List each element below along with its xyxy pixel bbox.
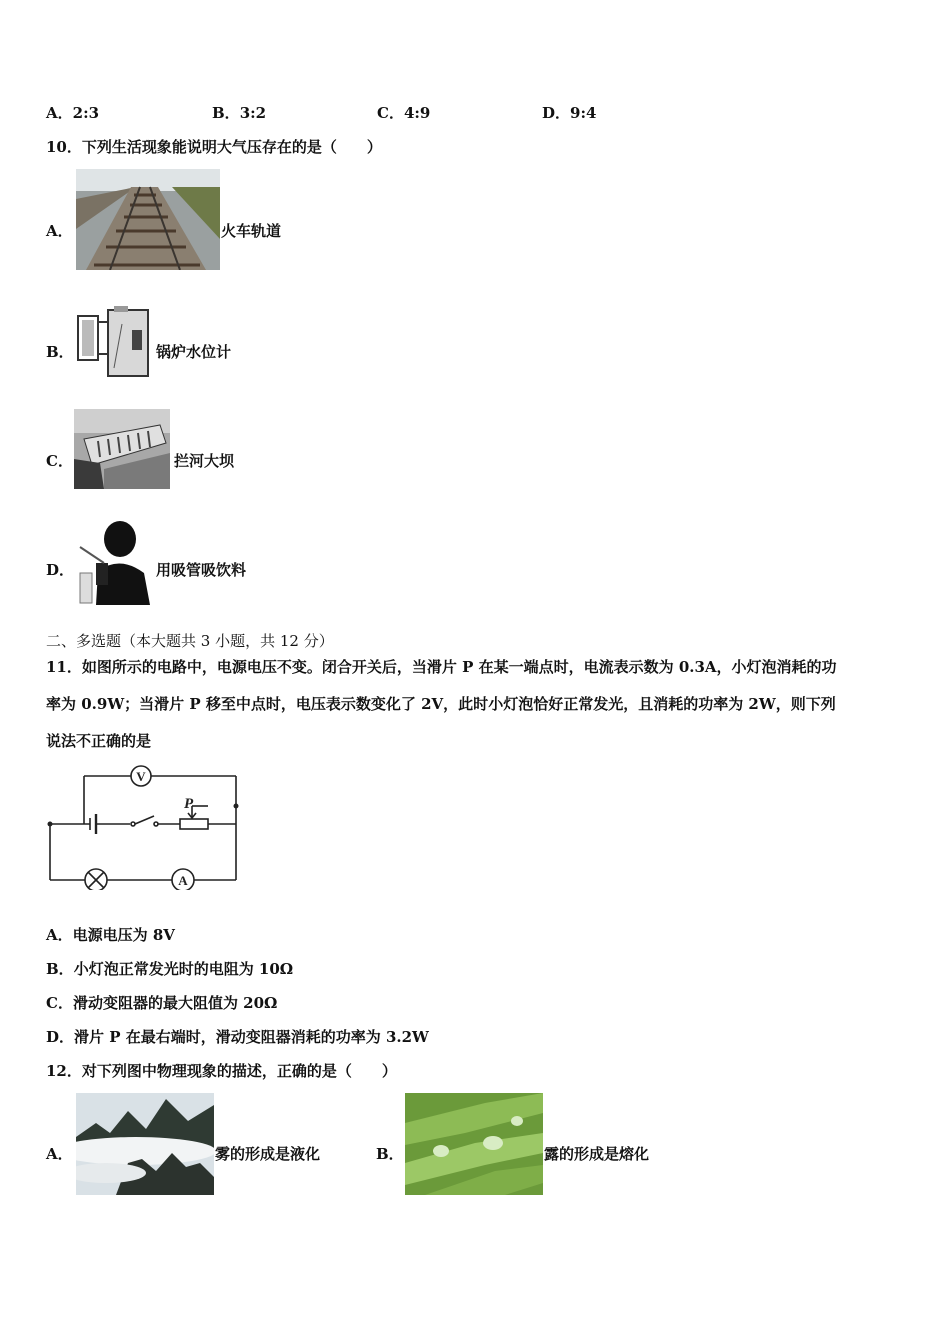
- ammeter-label: A: [178, 873, 188, 888]
- q12-option-b-text: 露的形成是熔化: [544, 1145, 650, 1163]
- q11-stem-line-3: 说法不正确的是: [46, 732, 152, 750]
- q10-option-c-text: 拦河大坝: [174, 452, 235, 470]
- q10-option-b-label: B．: [46, 343, 74, 361]
- circuit-diagram: [44, 762, 244, 890]
- q10-option-d-text: 用吸管吸饮料: [156, 561, 247, 579]
- q12-option-a-text: 雾的形成是液化: [215, 1145, 321, 1163]
- railway-track-image: [76, 169, 220, 270]
- q10-option-a-label: A．: [46, 222, 73, 240]
- q12-stem: 12．对下列图中物理现象的描述，正确的是（ ）: [46, 1062, 397, 1080]
- boy-drinking-image: [76, 519, 152, 605]
- mountain-fog-image: [76, 1093, 214, 1195]
- q12-option-b-label: B．: [376, 1145, 404, 1163]
- q10-option-b-text: 锅炉水位计: [156, 343, 232, 361]
- section-heading: 二、多选题（本大题共 3 小题，共 12 分）: [46, 632, 334, 650]
- q11-option-d: D．滑片 P 在最右端时，滑动变阻器消耗的功率为 3.2W: [46, 1028, 429, 1046]
- q10-option-a-text: 火车轨道: [221, 222, 282, 240]
- q11-option-b: B．小灯泡正常发光时的电阻为 10Ω: [46, 960, 294, 978]
- slider-label: P: [184, 796, 194, 812]
- q9-option-b: B．3:2: [212, 104, 267, 122]
- q11-option-a: A．电源电压为 8V: [46, 926, 175, 944]
- q11-stem-line-2: 率为 0.9W；当滑片 P 移至中点时，电压表示数变化了 2V，此时小灯泡恰好正常发光，且消耗的功率为 2W，则下列: [46, 695, 836, 713]
- q11-stem-line-1: 11．如图所示的电路中，电源电压不变。闭合开关后，当滑片 P 在某一端点时，电流表示数为 0.3A，小灯泡消耗的功: [46, 658, 837, 676]
- q9-option-a: A．2:3: [46, 104, 100, 122]
- q12-option-a-label: A．: [46, 1145, 73, 1163]
- dam-image: [74, 409, 170, 489]
- voltmeter-label: V: [136, 769, 146, 784]
- q9-option-c: C．4:9: [377, 104, 431, 122]
- boiler-gauge-image: [74, 304, 154, 380]
- q10-option-d-label: D．: [46, 561, 75, 579]
- q9-option-d: D．9:4: [542, 104, 597, 122]
- q10-option-c-label: C．: [46, 452, 73, 470]
- dew-leaves-image: [405, 1093, 543, 1195]
- q10-stem: 10．下列生活现象能说明大气压存在的是（ ）: [46, 138, 382, 156]
- q11-option-c: C．滑动变阻器的最大阻值为 20Ω: [46, 994, 278, 1012]
